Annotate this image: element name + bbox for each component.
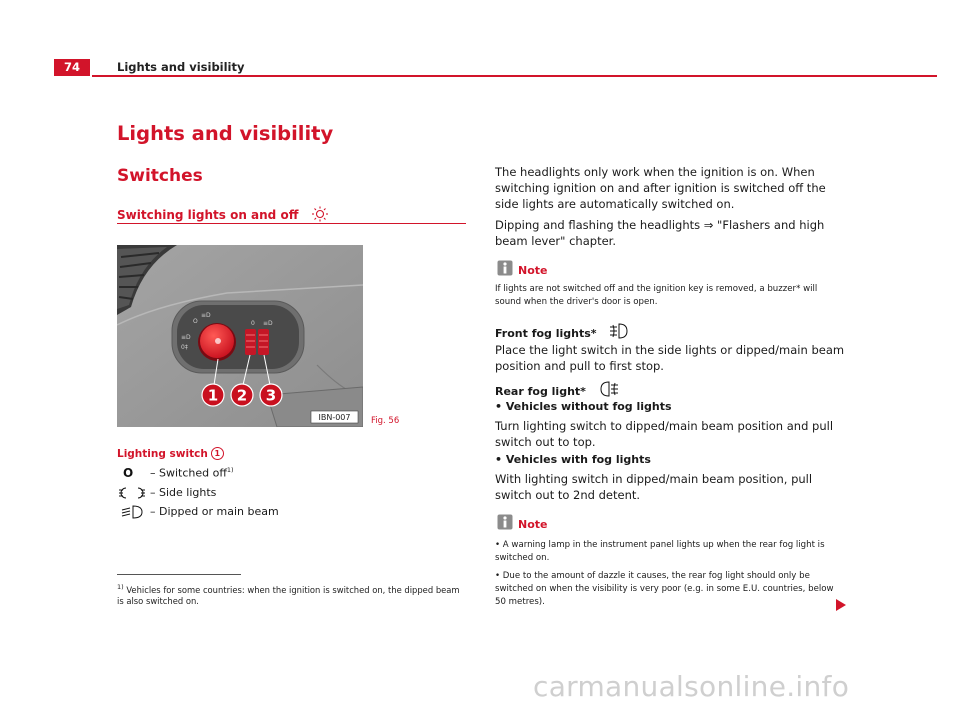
svg-text:O: O [193, 318, 198, 325]
svg-text:0: 0 [251, 320, 255, 327]
subsection-rule [117, 223, 466, 224]
callout-badge: 1 [211, 447, 224, 460]
svg-text:≡D: ≡D [181, 334, 191, 341]
front-fog-heading [495, 323, 630, 340]
intro-paragraph: The headlights only work when the ignition is on. When switching ignition on and after ignition is switched off the side lights are automatically switched on. [495, 165, 826, 211]
callout-1-label: 1 [207, 386, 219, 405]
figure-badge-text: IBN-007 [318, 413, 351, 422]
rear-fog-icon [598, 381, 620, 397]
footnote-mark: 1) [226, 466, 234, 474]
rear-fog-heading [495, 381, 620, 398]
note-label: Note [518, 264, 548, 277]
note-icon [497, 514, 513, 530]
off-icon [119, 465, 145, 481]
dipped-beam-icon [119, 504, 145, 520]
without-fog-heading: • Vehicles without fog lights [495, 400, 672, 413]
front-fog-icon [608, 323, 630, 339]
light-switch-figure [117, 245, 363, 427]
footnote-mark: 1) [117, 583, 124, 591]
running-head: Lights and visibility [117, 60, 245, 74]
front-fog-text: Place the light switch in the side lights or dipped/main beam position and pull to first stop. [495, 343, 845, 373]
lighting-switch-heading-text: Lighting switch [117, 448, 208, 460]
note-list-item: • Due to the amount of dazzle it causes, the rear fog light should only be switched on when the visibility is very poor (e.g. in some E.U. countries, below 50 metres). [495, 571, 834, 607]
with-fog-heading: • Vehicles with fog lights [495, 453, 651, 466]
list-item-text: – Dipped or main beam [150, 505, 279, 518]
note-text: If lights are not switched off and the ignition key is removed, a buzzer* will sound when the driver's door is open. [495, 284, 818, 307]
with-fog-text: With lighting switch in dipped/main beam position, pull switch out to 2nd detent. [495, 472, 813, 502]
callout-3-label: 3 [265, 386, 277, 405]
section-title: Switches [117, 166, 203, 186]
subsection-title-text: Switching lights on and off [117, 208, 299, 222]
footnote [117, 582, 462, 608]
watermark: carmanualsonline.info [533, 670, 850, 703]
svg-text:≡D: ≡D [201, 312, 211, 319]
page-number: 74 [54, 59, 90, 76]
svg-text:O: O [123, 466, 134, 480]
footnote-text: Vehicles for some countries: when the ignition is switched on, the dipped beam is also switched on. [117, 584, 460, 607]
list-item-text: – Side lights [150, 486, 217, 499]
header-rule [92, 75, 937, 77]
lights-sun-icon [309, 206, 331, 222]
note-label: Note [518, 518, 548, 531]
light-switch-illustration [117, 245, 363, 427]
note-icon [497, 260, 513, 276]
note-list-item: • A warning lamp in the instrument panel lights up when the rear fog light is switched on. [495, 540, 825, 563]
dipping-paragraph: Dipping and flashing the headlights ⇒ "Flashers and high beam lever" chapter. [495, 218, 825, 248]
lighting-switch-heading [117, 447, 224, 460]
svg-text:0‡: 0‡ [181, 344, 188, 351]
callout-2-label: 2 [236, 386, 248, 405]
svg-text:≡D: ≡D [263, 320, 273, 327]
subsection-title [117, 206, 331, 222]
without-fog-text: Turn lighting switch to dipped/main beam position and pull switch out to top. [495, 419, 834, 449]
rear-fog-heading-text: Rear fog light* [495, 385, 586, 398]
side-lights-icon [119, 485, 145, 501]
next-page-arrow-icon [836, 599, 846, 611]
front-fog-heading-text: Front fog lights* [495, 327, 597, 340]
chapter-title: Lights and visibility [117, 122, 334, 145]
footnote-rule [117, 574, 241, 575]
figure-caption: Fig. 56 [371, 416, 400, 426]
list-item-text: – Switched off [150, 466, 227, 480]
